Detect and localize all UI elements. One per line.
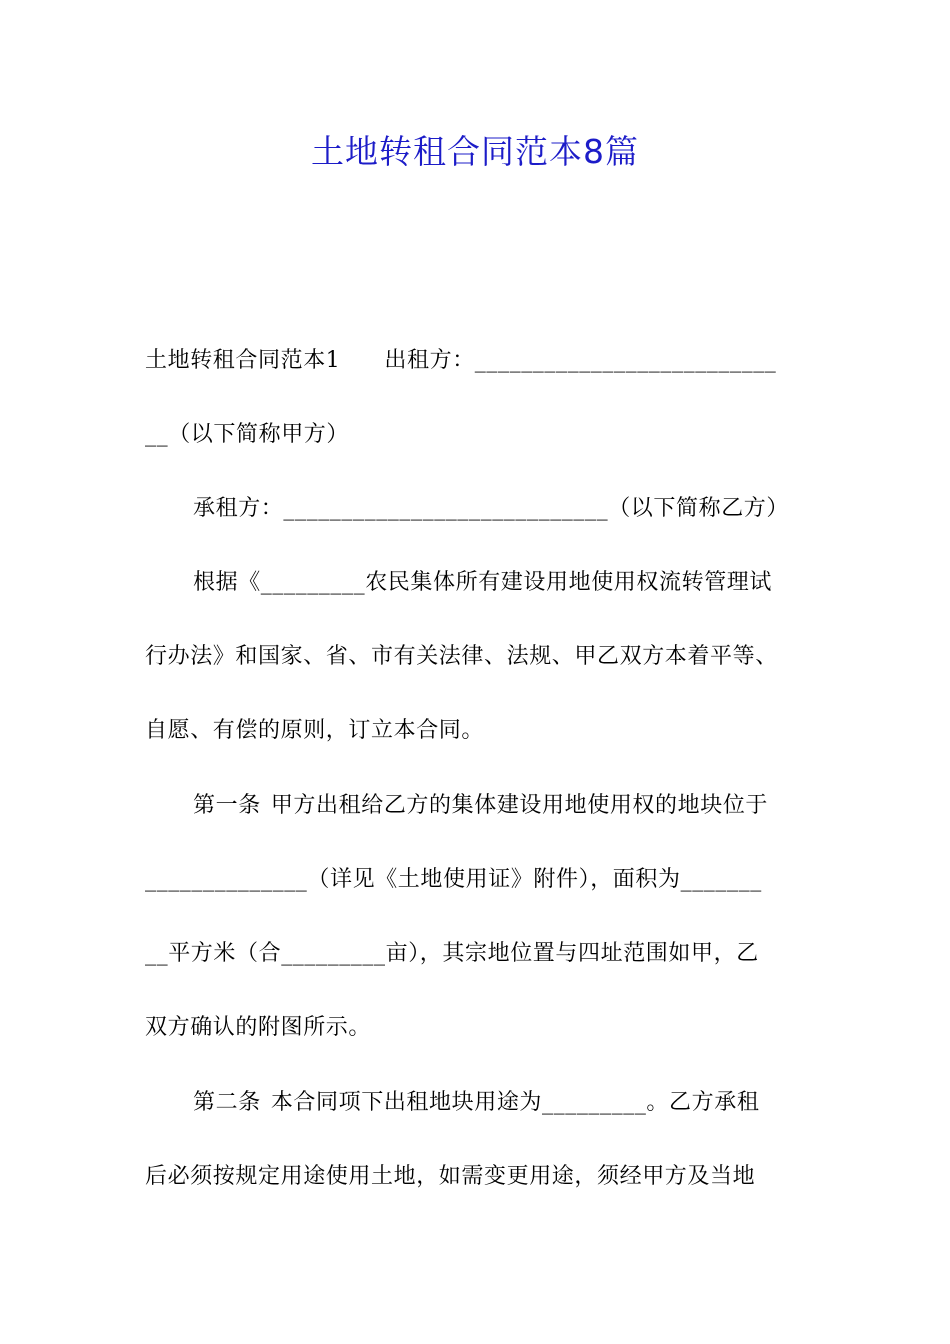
text-line-12: 后必须按规定用途使用土地，如需变更用途，须经甲方及当地 [145,1164,756,1189]
section-heading: 土地转租合同范本1 [145,348,341,373]
text-line-9: __平方米（合_________亩），其宗地位置与四址范围如甲，乙 [145,941,759,966]
text-line-8: ______________（详见《土地使用证》附件），面积为_______ [145,867,762,892]
text-line-1 [145,345,807,377]
text-line-2: __（以下简称甲方） [145,422,350,447]
text-line-5: 行办法》和国家、省、市有关法律、法规、甲乙双方本着平等、 [145,644,778,669]
text-line-10: 双方确认的附图所示。 [145,1015,372,1040]
text-line-4: 根据《_________农民集体所有建设用地使用权流转管理试 [193,570,773,595]
document-title: 土地转租合同范本8篇 [311,132,639,171]
article-1-label: 第一条 [193,793,261,818]
article-2-label: 第二条 [193,1090,261,1115]
text-line-11 [193,1087,807,1119]
article-2-text: 本合同项下出租地块用途为_________。乙方承租 [270,1090,760,1115]
article-1-text: 甲方出租给乙方的集体建设用地使用权的地块位于 [270,793,769,818]
text-line-3: 承租方：____________________________（以下简称乙方） [193,496,790,521]
text-line-7 [193,790,807,822]
lessor-field: 出租方：__________________________ [384,348,777,373]
text-line-6: 自愿、有偿的原则，订立本合同。 [145,718,485,743]
